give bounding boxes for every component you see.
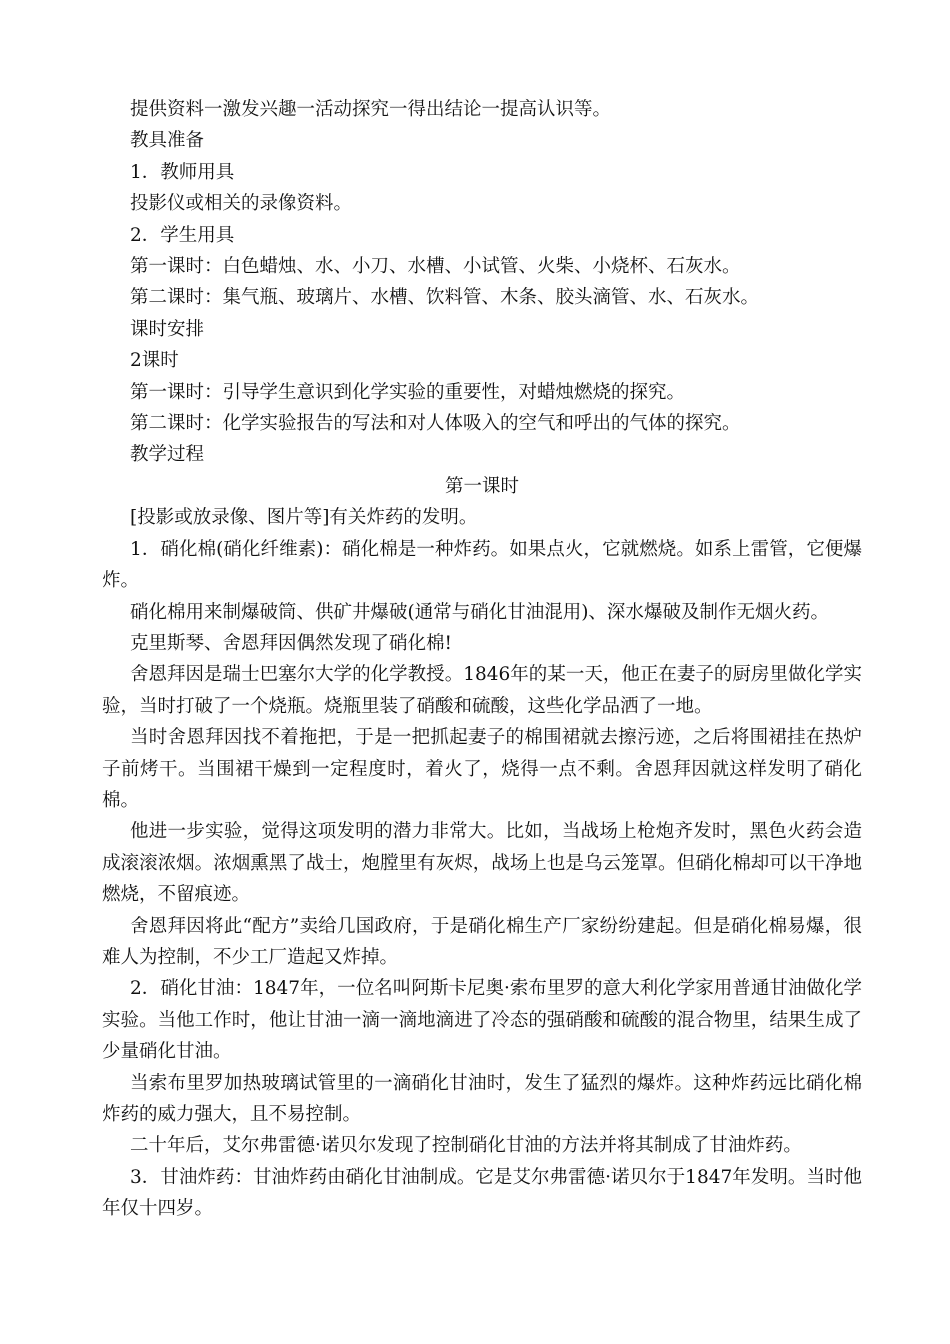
paragraph-teacher-tools: 投影仪或相关的录像资料。 [130,193,353,215]
paragraph-schoenbein-story: 舍恩拜因是瑞士巴塞尔大学的化学教授。1846年的某一天，他正在妻子的厨房里做化学实验，当时打破了一个烧瓶。烧瓶里装了硝酸和硫酸，这些化学品洒了一地。 [102,664,862,717]
section-heading-process: 教学过程 [130,444,205,466]
section-heading-schedule: 课时安排 [130,318,205,340]
paragraph-lesson-two-materials: 第二课时：集气瓶、玻璃片、水槽、饮料管、木条、胶头滴管、水、石灰水。 [130,287,760,309]
paragraph-explosion: 当索布里罗加热玻璃试管里的一滴硝化甘油时，发生了猛烈的爆炸。这种炸药远比硝化棉炸药的威力强大，且不易控制。 [102,1072,862,1125]
paragraph-lesson-one-materials: 第一课时：白色蜡烛、水、小刀、水槽、小试管、火柴、小烧杯、石灰水。 [130,256,741,278]
paragraph-lesson-count: 2课时 [130,350,179,372]
paragraph-discovery: 克里斯琴、舍恩拜因偶然发现了硝化棉! [130,632,452,654]
paragraph-potential: 他进一步实验，觉得这项发明的潜力非常大。比如，当战场上枪炮齐发时，黑色火药会造成滚滚浓烟。浓烟熏黑了战士，炮膛里有灰烬，战场上也是乌云笼罩。但硝化棉却可以干净地燃烧，不留痕迹。 [102,821,862,906]
paragraph-lesson-one-goal: 第一课时：引导学生意识到化学实验的重要性，对蜡烛燃烧的探究。 [130,381,686,403]
paragraph-formula-sale: 舍恩拜因将此“配方”卖给几国政府，于是硝化棉生产厂家纷纷建起。但是硝化棉易爆，很难人为控制，不少工厂造起又炸掉。 [102,915,862,968]
subheading-teacher-tools: 1．教师用具 [130,161,235,183]
paragraph-nitrocellulose: 1．硝化棉(硝化纤维素)：硝化棉是一种炸药。如果点火，它就燃烧。如系上雷管，它便爆炸。 [102,538,862,592]
document-body [102,94,862,1225]
paragraph-apron-story: 当时舍恩拜因找不着拖把，于是一把抓起妻子的棉围裙就去擦污迹，之后将围裙挂在热炉子前烤干。当围裙干燥到一定程度时，着火了，烧得一点不剩。舍恩拜因就这样发明了硝化棉。 [102,727,862,811]
paragraph-nobel: 二十年后，艾尔弗雷德·诺贝尔发现了控制硝化甘油的方法并将其制成了甘油炸药。 [130,1135,802,1157]
paragraph-nitroglycerin: 2．硝化甘油：1847年，一位名叫阿斯卡尼奥·索布里罗的意大利化学家用普通甘油做化学实验。当他工作时，他让甘油一滴一滴地滴进了冷态的强硝酸和硫酸的混合物里，结果生成了少量硝化甘油。 [102,978,862,1063]
paragraph-nitrocellulose-uses: 硝化棉用来制爆破筒、供矿井爆破(通常与硝化甘油混用)、深水爆破及制作无烟火药。 [130,601,829,623]
intro-text: 提供资料一激发兴趣一活动探究一得出结论一提高认识等。 [130,99,612,120]
paragraph-projection-note: [投影或放录像、图片等]有关炸药的发明。 [130,507,478,529]
paragraph-dynamite: 3．甘油炸药：甘油炸药由硝化甘油制成。它是艾尔弗雷德·诺贝尔于1847年发明。当时他年仅十四岁。 [102,1166,862,1220]
subheading-student-tools: 2．学生用具 [130,224,235,246]
lesson-title: 第一课时 [444,475,519,497]
section-heading-teaching-aids: 教具准备 [130,130,205,152]
paragraph-lesson-two-goal: 第二课时：化学实验报告的写法和对人体吸入的空气和呼出的气体的探究。 [130,413,741,435]
